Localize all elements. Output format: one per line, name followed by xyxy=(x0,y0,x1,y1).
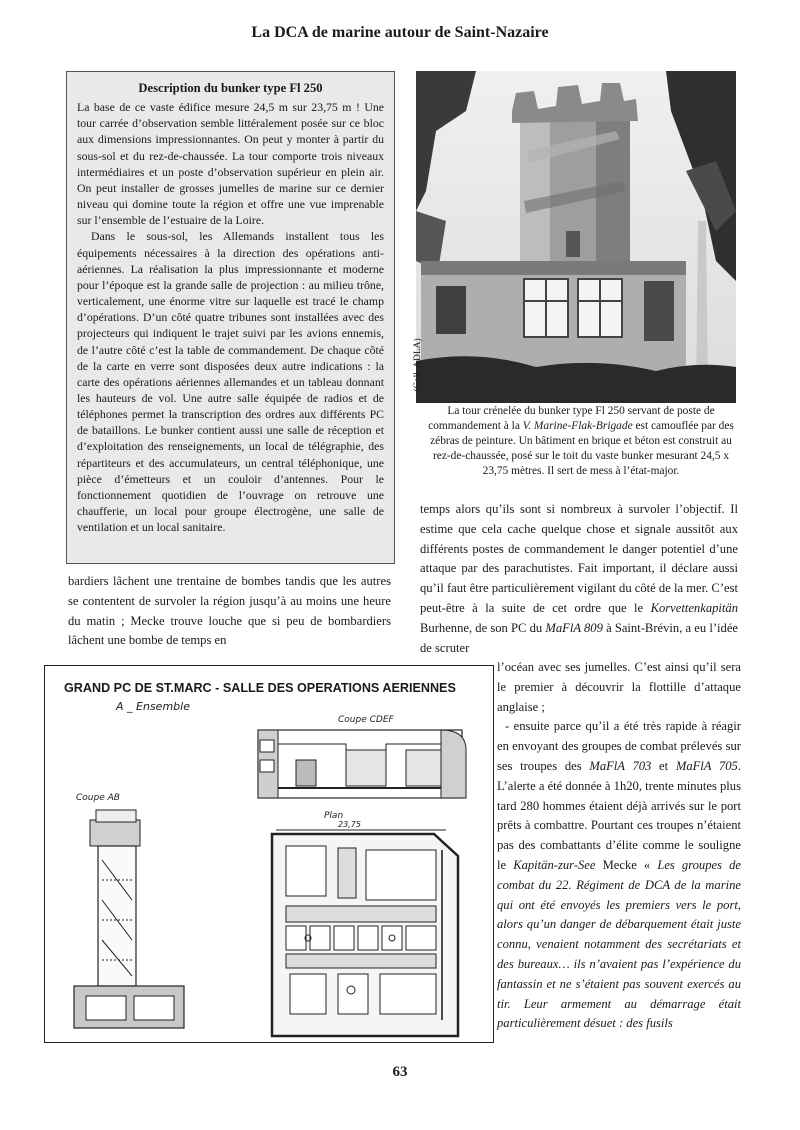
photo-credit: (Coll. ADLA) xyxy=(413,338,423,392)
text-run: - ensuite parce qu’il a été très rapide à réagir en envoyant des groupes de combat prélevés sur ses troupes des xyxy=(497,719,741,773)
plan-drawing xyxy=(46,700,492,1045)
text-run: temps alors qu’ils sont si nombreux à survoler l’objectif. Il estime que cela cache quelque chose et signale aussitôt aux différents postes de commandement le danger potentiel d’une attaque par des parachutistes. Fait important, il déclare aussi qu’il faut être particulièrement vigilant du côté de la mer. C’est peut-être à la suite de cet ordre que le xyxy=(420,502,738,615)
sidebar-paragraph-1: La base de ce vaste édifice mesure 24,5 m sur 23,75 m ! Une tour carrée d’observation semble littéralement posée sur ce bloc aux dimensions impressionnantes. On peut y monter à partir du sous-sol et du rez-de-chaussée. La tour comporte trois niveaux intermédiaires et un poste d’observation supérieur en plein air. On peut installer de grosses jumelles de marine sur ce dernier niveau qui domine toute la région et offre une vue imprenable sur l’ensemble de l’estuaire de la Loire. xyxy=(77,100,384,228)
left-column-paragraph: bardiers lâchent une trentaine de bombes tandis que les autres se contentent de survoler la région jusqu’à au moins une heure du matin ; Mecke trouve louche que si peu de bombardiers lâchent une bombe de temps en xyxy=(68,574,391,648)
caption-text-1: La tour crénelée du bunker type Fl 250 servant de poste de commandement à la xyxy=(428,405,715,433)
sidebar-box xyxy=(66,71,395,564)
italic-run: MaFlA 809 xyxy=(545,620,603,635)
coupe-cdef-label: Coupe CDEF xyxy=(338,715,394,725)
plan-drawing-svg xyxy=(46,700,492,1040)
sidebar-title: Description du bunker type Fl 250 xyxy=(138,81,323,95)
plan-dimension-label: 23,75 xyxy=(338,820,361,829)
text-run: . L’alerte a été donnée à 1h20, trente minutes plus tard 280 hommes étaient déjà arrivés sur le port prêts à combattre. Pourtant ces troupes n’étaient pas des combattants d’élite comme le souligne le xyxy=(497,758,742,872)
right-column-text-top xyxy=(420,500,738,658)
right-column-paragraph-2: l’océan avec ses jumelles. C’est ainsi qu’il sera le premier à découvrir la flottille d’attaque anglaise ; xyxy=(497,660,741,714)
bunker-photo xyxy=(416,71,736,403)
caption-italic: V. Marine-Flak-Brigade xyxy=(522,420,633,433)
page-number: 63 xyxy=(392,1064,408,1080)
plan-label: Plan xyxy=(324,811,344,821)
italic-run: MaFlA 703 xyxy=(589,758,652,773)
italic-quote: Les groupes de combat du 22. Régiment de DCA de la marine qui ont été envoyés les premiers vers le port, alors qu’un danger de débarquement était juste connu, venaient notamment des secrétariats et des bureaux… ils n’avaient pas l’expérience du fantassin et ne s’étaient pas souvent exercés au tir. Leur armement au démarrage était particulièrement désuet : des fusils xyxy=(497,857,741,1031)
bunker-photo-image xyxy=(416,71,736,403)
right-column-paragraph-3 xyxy=(497,717,741,1034)
plan-subtitle: A _ Ensemble xyxy=(116,700,190,713)
left-column-text xyxy=(68,572,391,651)
text-run: Burhenne, de son PC du xyxy=(420,620,546,635)
text-run: Mecke « xyxy=(595,857,658,872)
text-run: à Saint-Brévin, a eu l’idée de scruter xyxy=(420,620,739,655)
caption-text-2: est camouflée par des zébras de peinture. Un bâtiment en brique et béton est construit au rez-de-chaussée, posé sur le toit du vaste bunker mesurant 24,5 x 23,75 mètres. Il sert de mess à l’état-major. xyxy=(430,420,734,478)
right-column-paragraph-1 xyxy=(420,500,738,658)
plan-title: GRAND PC DE ST.MARC - SALLE DES OPERATIONS AERIENNES xyxy=(64,681,456,695)
coupe-ab-label: Coupe AB xyxy=(76,793,120,803)
photo-caption xyxy=(425,404,737,479)
running-title: La DCA de marine autour de Saint-Nazaire xyxy=(251,24,549,41)
italic-run: Kapitän-zur-See xyxy=(513,857,596,872)
text-run: et xyxy=(651,758,676,773)
right-column-text-narrow xyxy=(497,658,741,1034)
italic-run: MaFlA 705 xyxy=(675,758,738,773)
sidebar-paragraph-2: Dans le sous-sol, les Allemands installent tous les équipements nécessaires à la direction des opérations anti-aériennes. La réalisation la plus impressionnante et moderne pour l’époque est la grande salle de projection : au milieu trône, verticalement, une énorme vitre sur laquelle est tracé le champ d’opérations. D’un côté quatre tribunes sont installées avec des projecteurs qui indiquent le trajet suivi par les avions ennemis, de l’autre côté c’est la table de commandement. De chaque côté de la carte en verre sont disposées deux autre indications : la carte des opérations aériennes allemandes et un tableau donnant les hauteurs de vol. Une autre salle équipée de radios et de téléphones permet la transcription des ordres aux différents PC de bataillons. Le bunker contient aussi une salle de réception et d’exploitation des renseignements, un local de télégraphie, des répartiteurs et des accumulateurs, un central téléphonique, une pièce d’émetteurs et un couloir d’antennes. Pour le fonctionnement quotidien de l’ouvrage on retrouve une chaufferie, un local pour groupe électrogène, une salle de ventilation et un local sanitaire. xyxy=(77,229,384,535)
italic-run: Korvettenkapitän xyxy=(650,600,738,615)
